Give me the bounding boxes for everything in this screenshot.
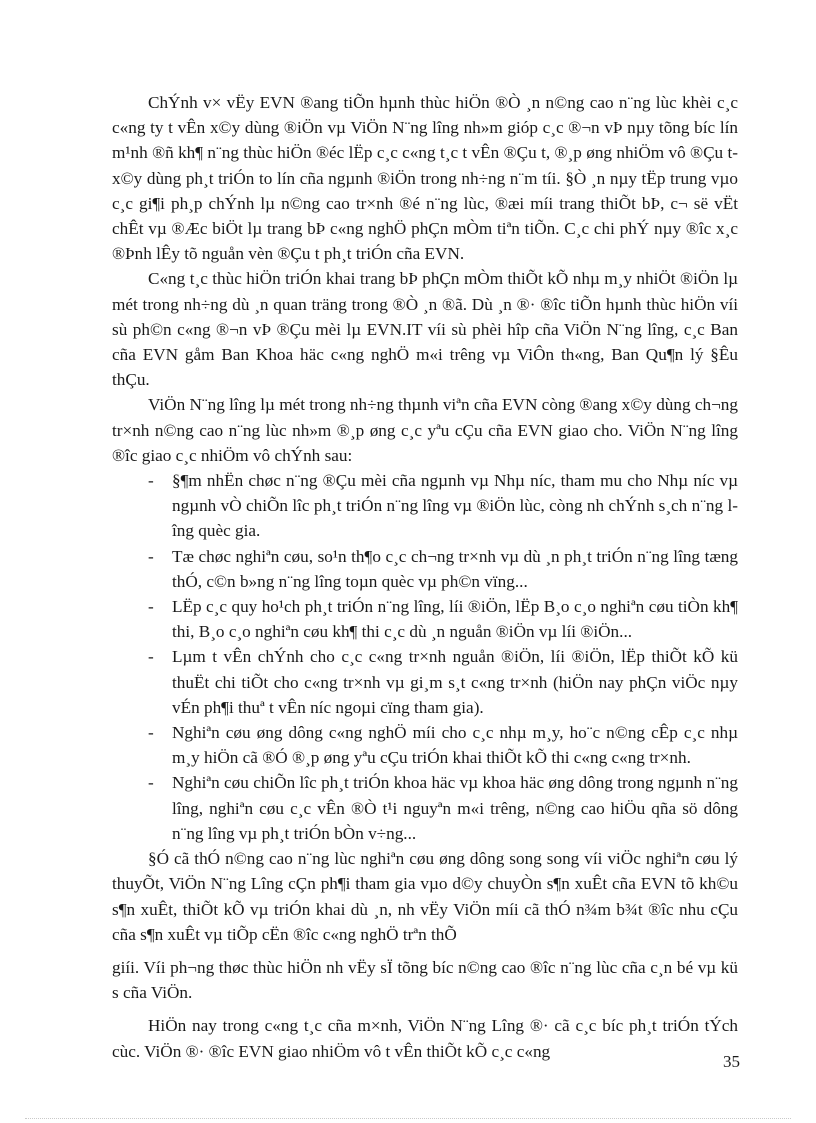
list-marker: - — [148, 471, 154, 491]
list-marker: - — [148, 773, 154, 793]
list-item — [112, 594, 738, 644]
paragraph: ViÖn N¨ng lîng lµ mét trong nh÷ng thµnh viªn cña EVN còng ®ang x©y dùng ch¬ng tr×nh n©ng cao n¨ng lùc nh»m ®¸p øng c¸c yªu cÇu cña EVN giao cho. ViÖn N¨ng lîng ®îc giao c¸c nhiÖm vô chÝnh sau: — [112, 395, 738, 465]
list-item — [112, 644, 738, 720]
list-item-text: §¶m nhËn chøc n¨ng ®Çu mèi cña ngµnh vµ Nhµ níc, tham mu cho Nhµ níc vµ ngµnh vÒ chiÕn lîc ph¸t triÓn n¨ng lîng vµ ®iÖn lùc, còng nh chÝnh s¸ch n¨ng lîng quèc gia. — [172, 471, 738, 541]
list-item-text: Nghiªn cøu øng dông c«ng nghÖ míi cho c¸c nhµ m¸y, ho¨c n©ng cÊp c¸c nhµ m¸y hiÖn cã ®Ó ®¸p øng yªu cÇu triÓn khai thiÕt kÕ thi c«ng c«ng tr×nh. — [172, 723, 738, 768]
list-item — [112, 720, 738, 770]
list-marker: - — [148, 723, 154, 743]
paragraph-continuation: giíi. Víi ph¬ng thøc thùc hiÖn nh vËy sÏ tõng bíc n©ng cao ®îc n¨ng lùc cña c¸n bé vµ kü s cña ViÖn. — [112, 957, 738, 1003]
list-item — [112, 770, 738, 846]
footer-divider — [25, 1118, 791, 1119]
list-marker: - — [148, 647, 154, 667]
paragraph: §Ó cã thÓ n©ng cao n¨ng lùc nghiªn cøu øng dông song song víi viÖc nghiªn cøu lý thuyÕt, ViÖn N¨ng Lîng cÇn ph¶i tham gia vµo d©y chuyÒn s¶n xuÊt cña EVN tõ kh©u s¶n xuÊt, thiÕt kÕ vµ triÓn khai dù ¸n, nh vËy ViÖn míi cã thÓ n¾m b¾t ®îc nhu cÇu cña s¶n xuÊt vµ tiÕp cËn ®îc c«ng nghÖ trªn thÕ — [112, 849, 738, 944]
paragraph: ChÝnh v× vËy EVN ®ang tiÕn hµnh thùc hiÖn ®Ò ¸n n©ng cao n¨ng lùc khèi c¸c c«ng ty t vÊn x©y dùng ®iÖn vµ ViÖn N¨ng lîng nh»m gióp c¸c ®¬n vÞ nµy tõng bíc lín m¹nh ®ñ kh¶ n¨ng thùc hiÖn ®éc lËp c¸c c«ng t¸c t vÊn ®Çu t, ®¸p øng nhiÖm vô ®Çu t x©y dùng ph¸t triÓn to lín cña ngµnh ®iÖn trong nh÷ng n¨m tíi. §Ò ¸n nµy tËp trung vµo c¸c gi¶i ph¸p chÝnh lµ n©ng cao tr×nh ®é n¨ng lùc, ®æi míi trang thiÕt bÞ, c¬ së vËt chÊt vµ ®Æc biÖt lµ trang bÞ c«ng nghÖ phÇn mÒm tiªn tiÕn. C¸c chi phÝ nµy ®îc x¸c ®Þnh lÊy tõ nguån vèn ®Çu t ph¸t triÓn cña EVN. — [112, 93, 738, 264]
list-item-text: LËp c¸c quy ho¹ch ph¸t triÓn n¨ng lîng, líi ®iÖn, lËp B¸o c¸o nghiªn cøu tiÒn kh¶ thi, B¸o c¸o nghiªn cøu kh¶ thi c¸c dù ¸n nguån ®iÖn vµ líi ®iÖn... — [172, 597, 738, 642]
page-number: 35 — [723, 1052, 740, 1071]
list-marker: - — [148, 546, 154, 566]
body-text — [112, 90, 738, 1064]
list-item-text: Nghiªn cøu chiÕn lîc ph¸t triÓn khoa häc vµ khoa häc øng dông trong ngµnh n¨ng lîng, nghiªn cøu c¸c vÊn ®Ò t¹i nguyªn m«i trêng, n©ng cao hiÖu qña sö dông n¨ng lîng vµ ph¸t triÓn bÒn v÷ng... — [172, 773, 738, 843]
list-item — [112, 544, 738, 594]
paragraph: C«ng t¸c thùc hiÖn triÓn khai trang bÞ phÇn mÒm thiÕt kÕ nhµ m¸y nhiÖt ®iÖn lµ mét trong nh÷ng dù ¸n quan träng trong ®Ò ¸n ®ã. Dù ¸n ®· ®îc tiÕn hµnh thùc hiÖn víi sù ph©n c«ng ®¬n vÞ ®Çu mèi lµ EVN.IT víi sù phèi hîp cña ViÖn N¨ng lîng, c¸c Ban cña EVN gåm Ban Khoa häc c«ng nghÖ m«i trêng vµ ViÔn th«ng, Ban Qu¶n lý §Êu thÇu. — [112, 269, 738, 390]
list-item-text: Lµm t vÊn chÝnh cho c¸c c«ng tr×nh nguån ®iÖn, líi ®iÖn, lËp thiÕt kÕ kü thuËt chi tiÕt cho c«ng tr×nh vµ gi¸m s¸t c«ng tr×nh (hiÖn nay phÇn viÖc nµy vÉn ph¶i thuª t vÊn níc ngoµi cïng tham gia). — [172, 647, 738, 717]
duties-list — [112, 468, 738, 846]
list-item — [112, 468, 738, 544]
list-item-text: Tæ chøc nghiªn cøu, so¹n th¶o c¸c ch¬ng tr×nh vµ dù ¸n ph¸t triÓn n¨ng lîng tæng thÓ, c©n b»ng n¨ng lîng toµn quèc vµ ph©n vïng... — [172, 546, 738, 591]
list-marker: - — [148, 597, 154, 617]
paragraph: HiÖn nay trong c«ng t¸c cña m×nh, ViÖn N¨ng Lîng ®· cã c¸c bíc ph¸t triÓn tÝch cùc. ViÖn ®· ®îc EVN giao nhiÖm vô t vÊn thiÕt kÕ c¸c c«ng — [112, 1016, 738, 1061]
